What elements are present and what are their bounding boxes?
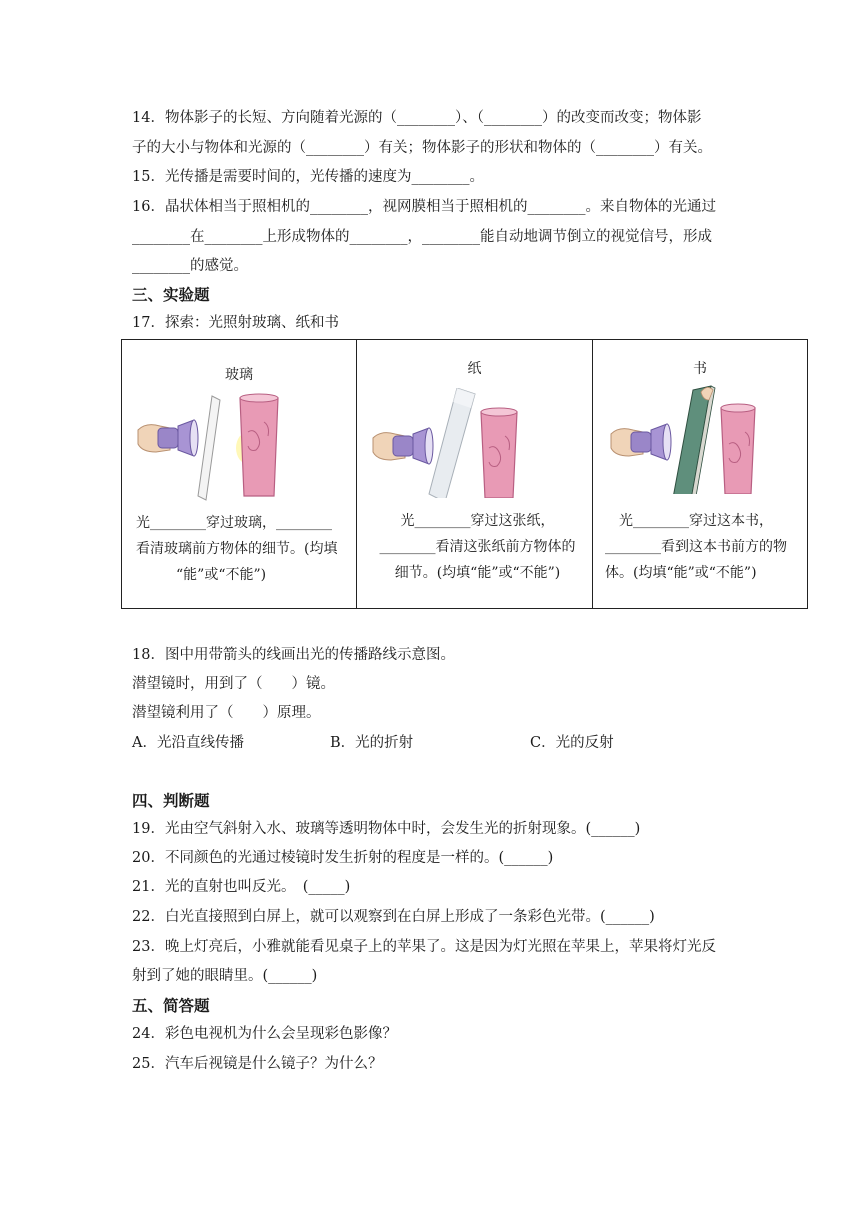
q16-line-1: 16．晶状体相当于照相机的________，视网膜相当于照相机的________。来自物体的光通过: [132, 199, 716, 215]
cell-paper-text-3: 细节。(均填“能”或“不能”): [394, 565, 561, 581]
cell-book-text-3: 体。(均填“能”或“不能”): [605, 565, 757, 581]
q19: 19．光由空气斜射入水、玻璃等透明物体中时，会发生光的折射现象。(______): [132, 821, 641, 837]
cell-book-text-1: 光________穿过这本书，: [619, 513, 773, 529]
q14-line-2: 子的大小与物体和光源的（________）有关；物体影子的形状和物体的（________）有关。: [132, 140, 712, 156]
q24: 24．彩色电视机为什么会呈现彩色影像？: [132, 1026, 397, 1042]
q25: 25．汽车后视镜是什么镜子？为什么？: [132, 1056, 383, 1072]
q23-line-1: 23．晚上灯亮后，小雅就能看见桌子上的苹果了。这是因为灯光照在苹果上，苹果将灯光反: [132, 939, 716, 955]
q18-title: 18．图中用带箭头的线画出光的传播路线示意图。: [132, 647, 455, 663]
cell-glass-label: 玻璃: [225, 367, 253, 383]
q21: 21．光的直射也叫反光。 (_____): [132, 879, 351, 895]
cell-paper-text-1: 光________穿过这张纸，: [400, 513, 555, 529]
q15: 15．光传播是需要时间的，光传播的速度为________。: [132, 169, 484, 185]
section-heading-short-answer: 五、简答题: [132, 997, 210, 1015]
paper-experiment-illustration: [371, 388, 587, 498]
q16-line-3: ________的感觉。: [132, 258, 248, 274]
cell-paper: [357, 340, 593, 609]
cell-paper-text: [371, 508, 584, 586]
book-experiment-illustration: [609, 384, 799, 494]
cell-book-text: [605, 508, 801, 586]
cell-book: [593, 340, 808, 609]
cell-glass-text: [136, 510, 348, 588]
cell-glass-text-1: 光________穿过玻璃，________: [136, 515, 332, 531]
q17-title: 17．探索：光照射玻璃、纸和书: [132, 315, 339, 331]
section-heading-judgment: 四、判断题: [132, 792, 210, 810]
q23-line-2: 射到了她的眼睛里。(______): [132, 968, 318, 984]
cell-glass-text-3: “能”或“不能”): [176, 567, 267, 583]
q18-option-b: B．光的折射: [330, 735, 414, 751]
cell-glass: [122, 340, 357, 609]
cell-paper-text-2: ________看清这张纸前方物体的: [379, 539, 576, 555]
cell-paper-label: 纸: [467, 361, 482, 377]
q18-option-c: C．光的反射: [530, 735, 614, 751]
cell-glass-text-2: 看清玻璃前方物体的细节。(均填: [136, 541, 338, 557]
q18-option-a: A．光沿直线传播: [132, 735, 244, 751]
cell-book-text-2: ________看到这本书前方的物: [605, 539, 787, 555]
q20: 20．不同颜色的光通过棱镜时发生折射的程度是一样的。(______): [132, 850, 554, 866]
q16-line-2: ________在________上形成物体的________，________能自动地调节倒立的视觉信号，形成: [132, 229, 712, 245]
glass-experiment-illustration: [136, 392, 352, 502]
q18-line-2: 潜望镜利用了（ ）原理。: [132, 705, 321, 721]
q18-line-1: 潜望镜时，用到了（ ）镜。: [132, 676, 335, 692]
section-heading-experiment: 三、实验题: [132, 286, 210, 304]
q22: 22．白光直接照到白屏上，就可以观察到在白屏上形成了一条彩色光带。(______): [132, 909, 655, 925]
experiment-table: [121, 339, 808, 609]
q14-line-1: 14．物体影子的长短、方向随着光源的（________）、（________）的改变而改变；物体影: [132, 110, 702, 126]
cell-book-label: 书: [693, 361, 707, 377]
